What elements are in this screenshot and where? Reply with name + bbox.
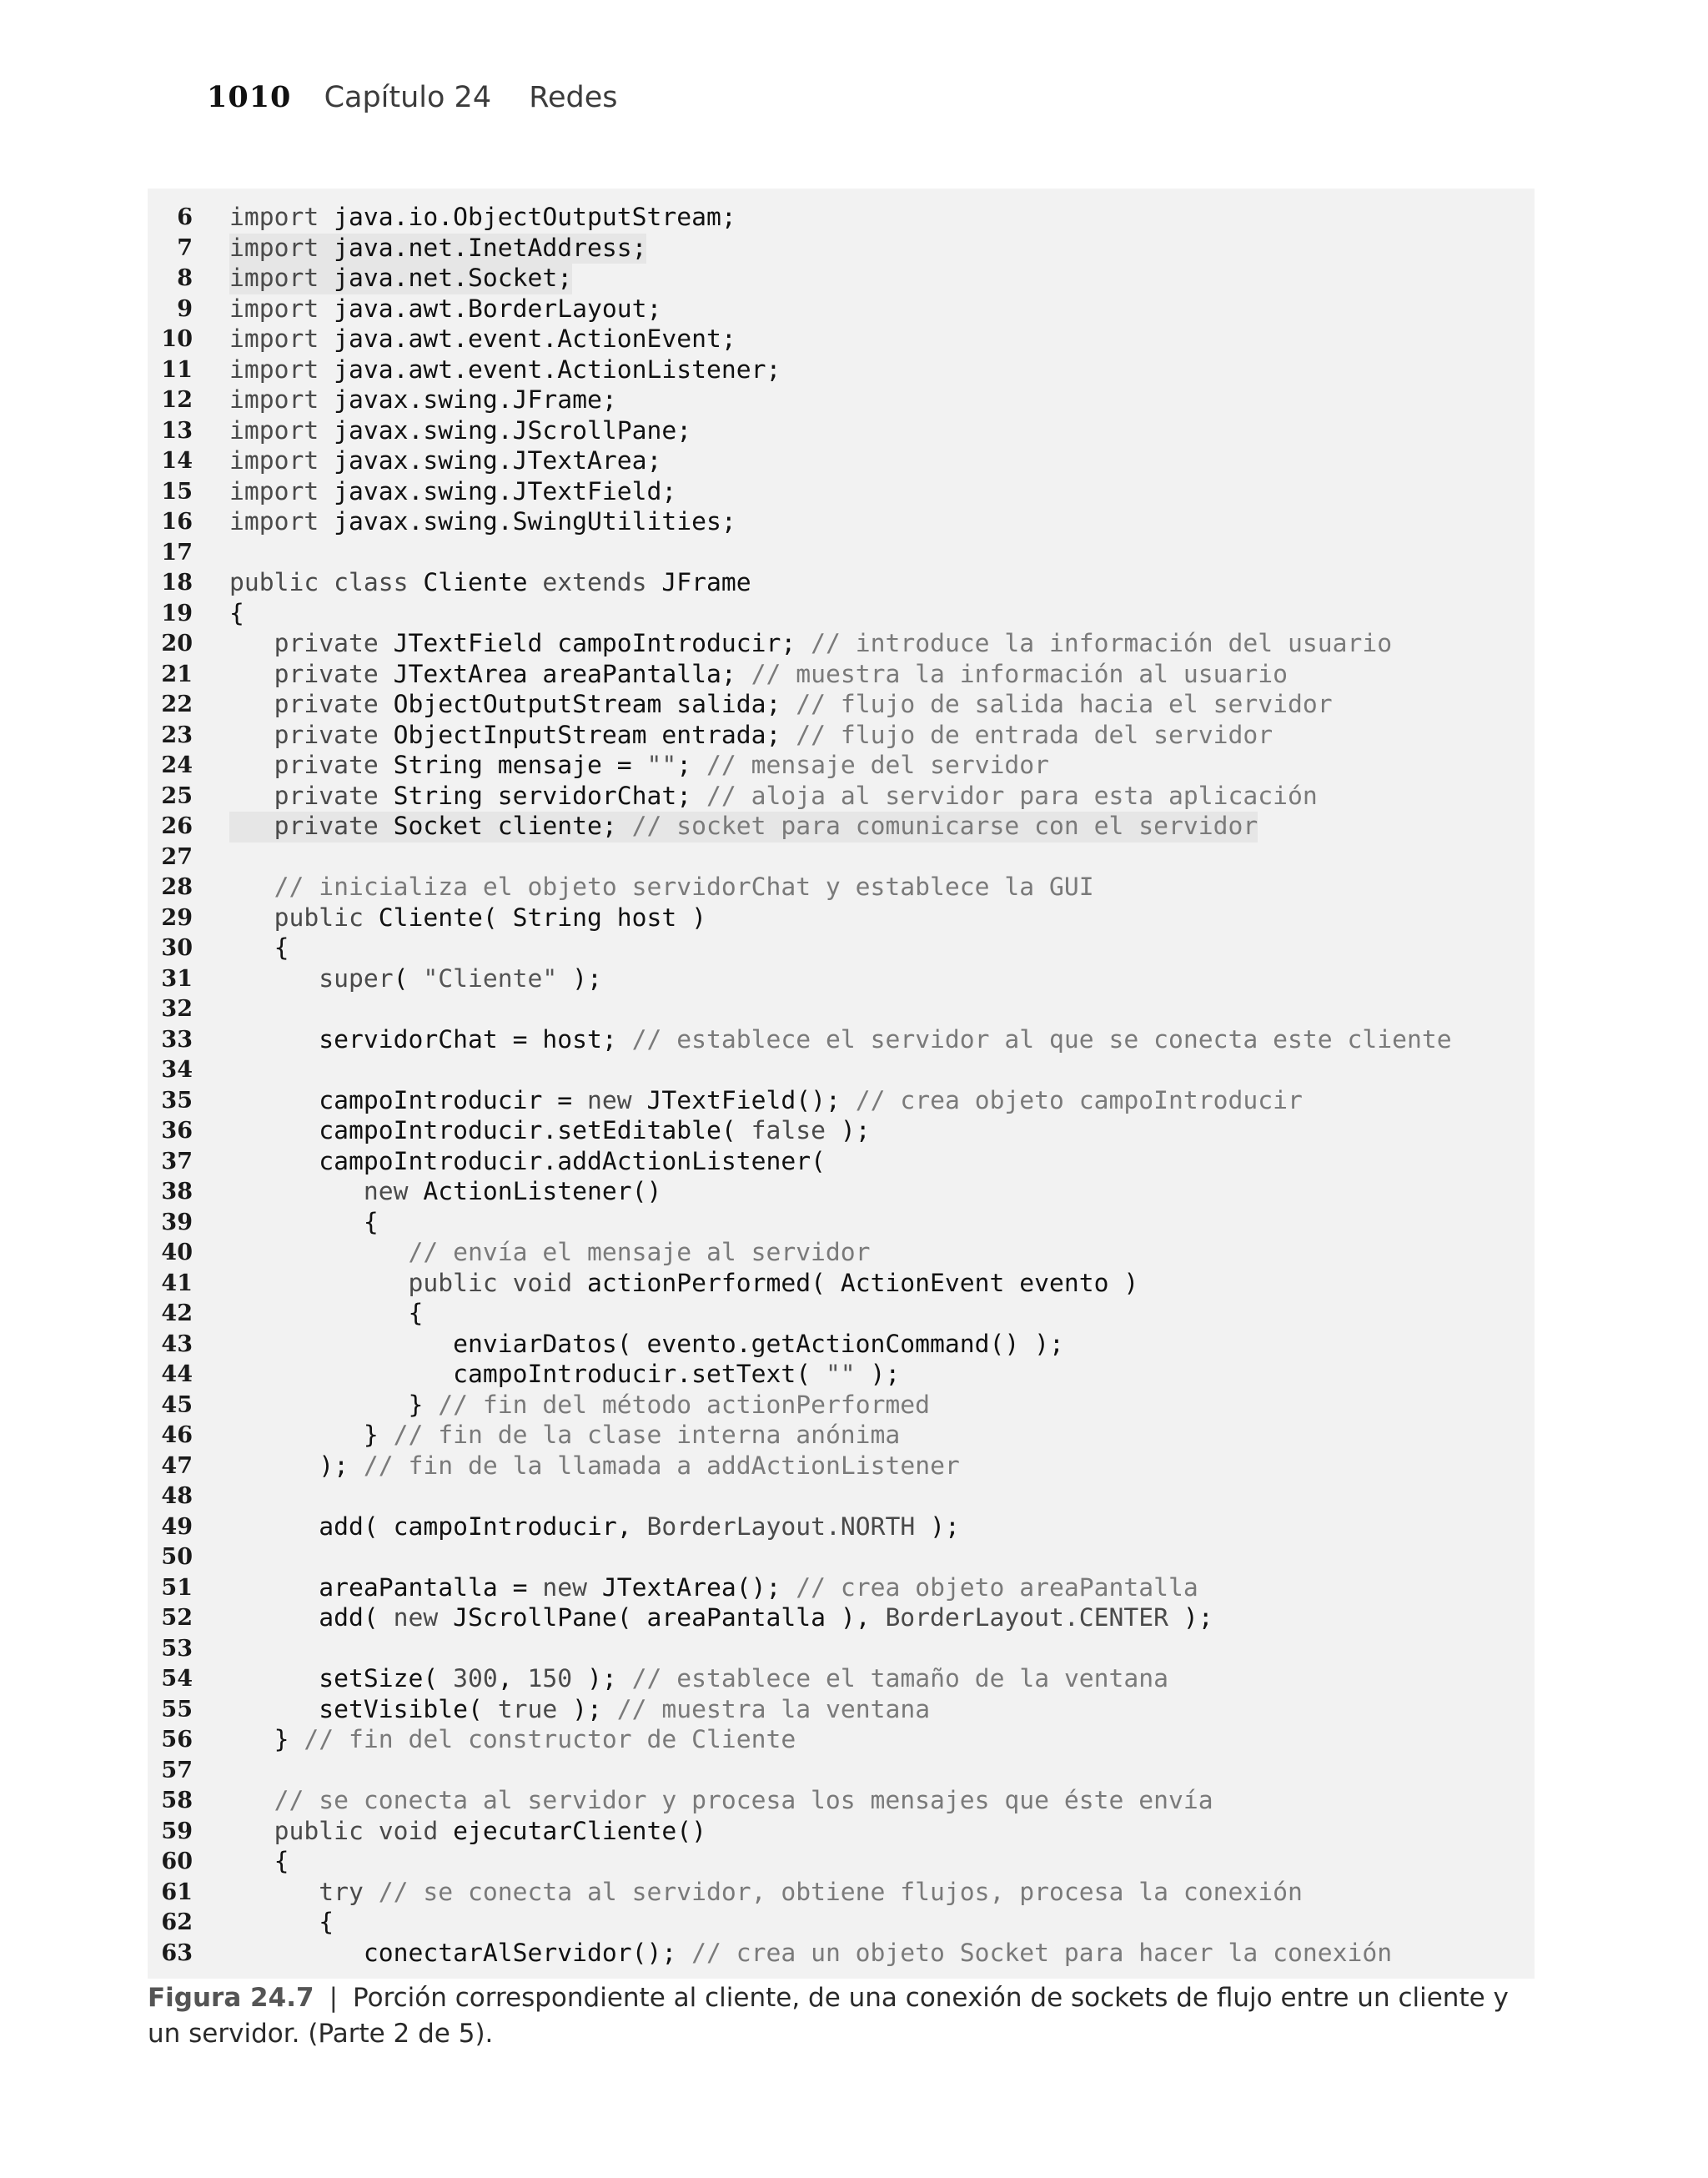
code-token: campoIntroducir.setEditable(	[229, 1116, 751, 1145]
code-line	[148, 1786, 1535, 1817]
line-number: 62	[161, 1909, 193, 1935]
code-token: import	[229, 446, 334, 475]
line-number: 58	[161, 1788, 193, 1813]
code-token: import	[229, 385, 334, 415]
code-line	[148, 1603, 1535, 1634]
code-token: new	[229, 1177, 424, 1206]
code-token: // se conecta al servidor y procesa los mensajes que éste envía	[229, 1786, 1213, 1815]
line-number: 27	[161, 843, 193, 870]
line-number: 57	[161, 1757, 193, 1783]
code-token: {	[229, 1207, 379, 1237]
code-line	[148, 324, 1535, 355]
code-line	[148, 1512, 1535, 1543]
code-token: JTextArea();	[601, 1572, 796, 1602]
code-token: // fin de la clase interna anónima	[393, 1421, 901, 1450]
code-token: // crea objeto areaPantalla	[796, 1572, 1198, 1602]
code-token: JTextField();	[646, 1085, 856, 1115]
code-token: super	[229, 963, 394, 993]
code-line	[148, 355, 1535, 386]
code-token: // muestra la ventana	[616, 1694, 931, 1724]
code-token: private	[229, 659, 394, 689]
line-code	[229, 599, 244, 630]
line-number: 41	[161, 1270, 193, 1296]
line-number: 29	[161, 904, 193, 931]
line-number: 13	[161, 417, 193, 444]
code-line	[148, 1055, 1535, 1086]
code-line	[148, 1695, 1535, 1726]
code-token: add( campoIntroducir,	[229, 1512, 647, 1542]
code-token: {	[229, 1908, 334, 1937]
code-line	[148, 1908, 1535, 1939]
code-line	[148, 660, 1535, 691]
code-line	[148, 1269, 1535, 1300]
code-line	[148, 1817, 1535, 1848]
code-token: // aloja al servidor para esta aplicación	[706, 781, 1318, 811]
code-token: JTextArea areaPantalla;	[393, 659, 751, 689]
code-token: "Cliente"	[423, 963, 558, 993]
code-token: BorderLayout.CENTER	[885, 1603, 1169, 1632]
running-head	[207, 80, 618, 114]
line-number: 52	[161, 1605, 193, 1631]
code-line	[148, 933, 1535, 964]
code-token: private	[229, 629, 394, 658]
line-number: 21	[161, 661, 193, 687]
line-number: 19	[161, 600, 193, 626]
code-line	[148, 1025, 1535, 1056]
line-code	[229, 1330, 1064, 1361]
code-line	[148, 1330, 1535, 1361]
code-token: // introduce la información del usuario	[811, 629, 1393, 658]
code-token: 150	[527, 1664, 573, 1693]
code-token: // establece el servidor al que se conecta este cliente	[631, 1024, 1452, 1054]
code-token: ejecutarCliente()	[453, 1816, 706, 1846]
code-line	[148, 873, 1535, 903]
line-code	[229, 873, 1094, 903]
code-token: }	[229, 1725, 304, 1754]
line-code	[229, 1451, 960, 1482]
line-code	[229, 782, 1318, 812]
code-token: );	[229, 1451, 364, 1481]
code-line	[148, 782, 1535, 812]
code-line	[148, 1542, 1535, 1573]
line-code	[229, 751, 1049, 782]
code-token: campoIntroducir.setText(	[229, 1360, 826, 1389]
code-token: public	[229, 903, 379, 933]
code-token: JScrollPane( areaPantalla ),	[453, 1603, 886, 1632]
line-code	[229, 1512, 960, 1543]
line-code	[229, 477, 676, 508]
code-token: try	[229, 1877, 379, 1907]
line-code	[229, 1939, 1392, 1969]
code-token: ObjectOutputStream salida;	[393, 690, 796, 719]
line-code	[229, 1878, 1303, 1909]
code-line	[148, 690, 1535, 721]
code-token: import	[229, 203, 334, 232]
line-number: 53	[161, 1635, 193, 1662]
code-token: import	[229, 233, 334, 263]
code-token: // envía el mensaje al servidor	[229, 1238, 871, 1267]
line-code	[229, 1208, 379, 1239]
code-token: Cliente	[423, 568, 543, 597]
code-token: ,	[497, 1664, 528, 1693]
code-line	[148, 264, 1535, 294]
line-number: 59	[161, 1818, 193, 1844]
code-token: JFrame	[661, 568, 751, 597]
line-code	[229, 1908, 334, 1939]
line-number: 44	[161, 1361, 193, 1387]
line-code	[229, 203, 736, 234]
line-number: 61	[161, 1879, 193, 1905]
line-number: 20	[161, 631, 193, 656]
line-code	[229, 234, 646, 264]
code-line	[148, 1208, 1535, 1239]
code-token: setVisible(	[229, 1694, 498, 1724]
line-code	[229, 324, 736, 355]
code-line	[148, 599, 1535, 630]
line-code	[229, 1786, 1213, 1817]
code-token: true	[497, 1694, 558, 1724]
line-code	[229, 264, 572, 294]
code-line	[148, 1725, 1535, 1756]
code-line	[148, 203, 1535, 234]
code-token: private	[229, 781, 394, 811]
code-token: );	[557, 963, 602, 993]
code-token: // se conecta al servidor, obtiene flujos, procesa la conexión	[378, 1877, 1303, 1907]
code-token: {	[229, 598, 244, 628]
line-code	[229, 1238, 871, 1269]
code-token: // inicializa el objeto servidorChat y establece la GUI	[229, 873, 1094, 902]
code-token: false	[751, 1116, 826, 1145]
line-number: 6	[177, 204, 193, 230]
code-token: java.net.Socket;	[334, 264, 573, 293]
line-number: 35	[161, 1087, 193, 1114]
code-token: actionPerformed( ActionEvent evento )	[586, 1268, 1139, 1298]
line-code	[229, 1847, 289, 1878]
line-number: 16	[161, 509, 193, 535]
code-token: javax.swing.JFrame;	[334, 385, 617, 415]
code-line	[148, 1299, 1535, 1330]
code-token: java.awt.event.ActionEvent;	[334, 324, 736, 354]
caption-separator: |	[329, 1983, 339, 2013]
code-line	[148, 1421, 1535, 1451]
line-code	[229, 1177, 661, 1208]
code-token: {	[229, 933, 289, 963]
code-token: java.awt.event.ActionListener;	[334, 355, 781, 385]
line-number: 11	[161, 356, 193, 383]
line-number: 51	[161, 1574, 193, 1601]
code-token: import	[229, 507, 334, 536]
code-token: new	[542, 1572, 602, 1602]
code-token: public void	[229, 1816, 454, 1846]
line-code	[229, 385, 617, 416]
code-line	[148, 1481, 1535, 1512]
code-line	[148, 903, 1535, 934]
code-token: public class	[229, 568, 424, 597]
code-token: 300	[453, 1664, 498, 1693]
line-number: 42	[161, 1300, 193, 1326]
code-line	[148, 1238, 1535, 1269]
line-number: 17	[161, 539, 193, 566]
line-number: 23	[161, 722, 193, 748]
line-number: 48	[161, 1483, 193, 1509]
code-token: import	[229, 294, 334, 324]
line-code	[229, 903, 706, 934]
code-token: campoIntroducir =	[229, 1085, 587, 1115]
line-code	[229, 1299, 423, 1330]
code-line	[148, 1664, 1535, 1695]
code-token: setSize(	[229, 1664, 454, 1693]
line-code	[229, 1421, 900, 1451]
caption-text: Porción correspondiente al cliente, de una conexión de sockets de flujo entre un cliente y un servidor. (Parte 2 de 5).	[148, 1983, 1509, 2049]
code-token: {	[229, 1847, 289, 1876]
line-number: 60	[161, 1849, 193, 1874]
code-token: // crea un objeto Socket para hacer la conexión	[691, 1938, 1393, 1968]
code-token: }	[229, 1421, 394, 1450]
line-number: 14	[161, 448, 193, 474]
code-line	[148, 507, 1535, 538]
code-token: {	[229, 1299, 424, 1328]
line-number: 26	[161, 813, 193, 839]
code-token: private	[229, 812, 394, 841]
code-token: java.net.InetAddress;	[334, 233, 647, 263]
line-code	[229, 933, 289, 964]
code-token: import	[229, 355, 334, 385]
line-code	[229, 1573, 1198, 1604]
code-line	[148, 721, 1535, 752]
line-number: 40	[161, 1240, 193, 1265]
figure-caption	[148, 1980, 1535, 2052]
line-code	[229, 629, 1392, 660]
line-code	[229, 568, 751, 599]
code-token: add(	[229, 1603, 394, 1632]
line-number: 7	[177, 234, 193, 261]
line-number: 22	[161, 692, 193, 717]
code-line	[148, 1756, 1535, 1787]
code-listing	[148, 189, 1535, 1979]
line-code	[229, 446, 661, 477]
code-token: private	[229, 751, 394, 780]
code-token: private	[229, 690, 394, 719]
line-number: 32	[161, 996, 193, 1022]
line-code	[229, 355, 781, 386]
code-token: // muestra la información al usuario	[751, 659, 1289, 689]
code-token: String servidorChat;	[393, 781, 706, 811]
code-token: Socket cliente;	[393, 812, 632, 841]
code-line	[148, 1086, 1535, 1117]
line-number: 31	[161, 965, 193, 992]
code-line	[148, 1116, 1535, 1147]
line-code	[229, 964, 602, 995]
line-code	[229, 1025, 1452, 1056]
code-token: }	[229, 1390, 439, 1420]
line-number: 18	[161, 570, 193, 596]
figure-label: Figura 24.7	[148, 1983, 314, 2013]
line-code	[229, 416, 691, 447]
code-token: // fin de la llamada a addActionListener	[363, 1451, 960, 1481]
code-line	[148, 843, 1535, 873]
line-code	[229, 1817, 706, 1848]
code-line	[148, 538, 1535, 569]
line-number: 36	[161, 1118, 193, 1144]
code-line	[148, 234, 1535, 264]
code-token: private	[229, 720, 394, 750]
code-line	[148, 629, 1535, 660]
code-token: new	[586, 1085, 647, 1115]
code-token: import	[229, 476, 334, 506]
code-line	[148, 1360, 1535, 1391]
code-token: java.io.ObjectOutputStream;	[334, 203, 736, 232]
code-line	[148, 1451, 1535, 1482]
line-code	[229, 1391, 930, 1421]
line-number: 25	[161, 782, 193, 809]
line-number: 33	[161, 1026, 193, 1053]
code-token: servidorChat = host;	[229, 1024, 632, 1054]
code-token: ActionListener()	[423, 1177, 662, 1206]
code-line	[148, 1391, 1535, 1421]
code-line	[148, 1939, 1535, 1969]
line-number: 55	[161, 1696, 193, 1723]
code-line	[148, 1177, 1535, 1208]
code-token: javax.swing.SwingUtilities;	[334, 507, 736, 536]
code-token: javax.swing.JScrollPane;	[334, 415, 692, 445]
code-token: (	[393, 963, 424, 993]
line-number: 10	[161, 326, 193, 352]
code-token: // flujo de entrada del servidor	[796, 720, 1273, 750]
code-token: java.awt.BorderLayout;	[334, 294, 662, 324]
line-code	[229, 1360, 900, 1391]
code-token: enviarDatos( evento.getActionCommand() );	[229, 1329, 1064, 1359]
line-code	[229, 1086, 1303, 1117]
code-line	[148, 385, 1535, 416]
code-token: areaPantalla =	[229, 1572, 543, 1602]
line-number: 56	[161, 1727, 193, 1753]
line-number: 49	[161, 1513, 193, 1540]
line-number: 28	[161, 874, 193, 900]
code-token: public void	[229, 1268, 587, 1298]
line-code	[229, 721, 1273, 752]
line-number: 46	[161, 1422, 193, 1448]
code-token: campoIntroducir.addActionListener(	[229, 1146, 826, 1176]
code-token: // fin del constructor de Cliente	[304, 1725, 796, 1754]
code-token: );	[825, 1116, 871, 1145]
line-code	[229, 1116, 871, 1147]
line-number: 8	[177, 265, 193, 291]
line-code	[229, 1603, 1213, 1634]
line-number: 34	[161, 1057, 193, 1083]
code-token: extends	[542, 568, 662, 597]
line-code	[229, 507, 736, 538]
code-token: );	[1168, 1603, 1213, 1632]
line-code	[229, 690, 1333, 721]
line-number: 43	[161, 1330, 193, 1357]
line-number: 30	[161, 935, 193, 961]
code-lines	[148, 203, 1535, 1969]
line-number: 38	[161, 1179, 193, 1205]
chapter-title: Capítulo 24	[324, 81, 492, 114]
code-token: import	[229, 415, 334, 445]
code-token: ;	[676, 751, 706, 780]
code-token: conectarAlServidor();	[229, 1938, 692, 1968]
line-number: 47	[161, 1452, 193, 1479]
line-number: 12	[161, 387, 193, 413]
code-token: String mensaje =	[393, 751, 647, 780]
line-number: 50	[161, 1544, 193, 1570]
code-line	[148, 1634, 1535, 1665]
code-line	[148, 1878, 1535, 1909]
code-token: // fin del método actionPerformed	[438, 1390, 931, 1420]
code-token: // flujo de salida hacia el servidor	[796, 690, 1333, 719]
code-token: );	[855, 1360, 901, 1389]
line-number: 45	[161, 1391, 193, 1418]
code-token: );	[915, 1512, 960, 1542]
code-token: // crea objeto campoIntroducir	[855, 1085, 1303, 1115]
code-token: Cliente( String host )	[378, 903, 706, 933]
code-token: javax.swing.JTextField;	[334, 476, 677, 506]
code-line	[148, 1847, 1535, 1878]
code-line	[148, 568, 1535, 599]
code-line	[148, 994, 1535, 1025]
code-token: );	[572, 1664, 632, 1693]
section-title: Redes	[529, 81, 618, 114]
code-line	[148, 964, 1535, 995]
code-line	[148, 812, 1535, 843]
page-number: 1010	[207, 80, 292, 114]
code-line	[148, 446, 1535, 477]
code-token: ""	[825, 1360, 856, 1389]
line-number: 37	[161, 1148, 193, 1175]
line-number: 39	[161, 1209, 193, 1235]
code-token: new	[393, 1603, 454, 1632]
line-code	[229, 1147, 826, 1178]
code-token: );	[557, 1694, 617, 1724]
code-line	[148, 477, 1535, 508]
code-token: javax.swing.JTextArea;	[334, 446, 662, 475]
code-token: // establece el tamaño de la ventana	[631, 1664, 1169, 1693]
code-token: import	[229, 264, 334, 293]
line-code	[229, 1725, 796, 1756]
line-code	[229, 812, 1258, 843]
code-line	[148, 294, 1535, 325]
code-token: BorderLayout.NORTH	[646, 1512, 916, 1542]
line-code	[229, 1269, 1138, 1300]
code-token: ""	[646, 751, 677, 780]
code-token: ObjectInputStream entrada;	[393, 720, 796, 750]
line-code	[229, 1664, 1168, 1695]
code-line	[148, 751, 1535, 782]
code-token: import	[229, 324, 334, 354]
line-number: 9	[177, 295, 193, 322]
line-code	[229, 294, 661, 325]
code-token: // mensaje del servidor	[706, 751, 1050, 780]
code-line	[148, 1573, 1535, 1604]
line-code	[229, 660, 1288, 691]
code-line	[148, 1147, 1535, 1178]
code-token: JTextField campoIntroducir;	[393, 629, 811, 658]
line-number: 54	[161, 1666, 193, 1692]
code-token: // socket para comunicarse con el servidor	[631, 812, 1258, 841]
line-number: 15	[161, 478, 193, 505]
line-code	[229, 1695, 930, 1726]
line-number: 24	[161, 752, 193, 778]
line-number: 63	[161, 1939, 193, 1966]
code-line	[148, 416, 1535, 447]
